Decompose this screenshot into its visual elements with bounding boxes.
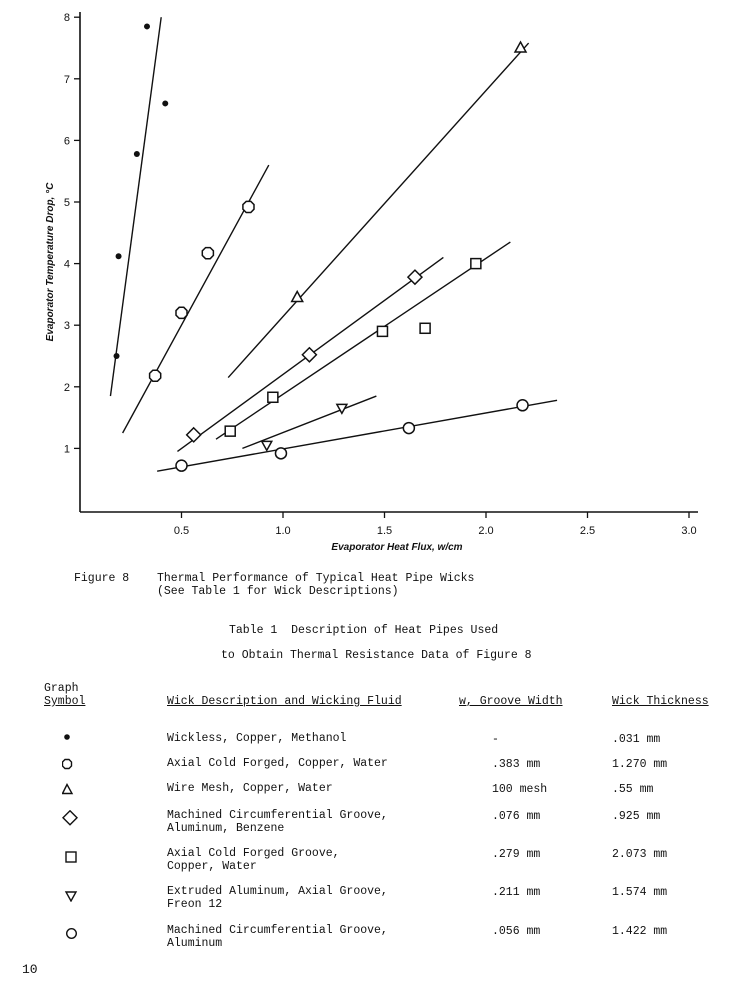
y-tick-label: 4 <box>63 258 70 271</box>
y-axis-label: Evaporator Temperature Drop, °C <box>45 182 56 342</box>
groove-width: .383 mm <box>492 758 541 771</box>
groove-width: 100 mesh <box>492 783 548 796</box>
data-point-circle <box>403 423 414 434</box>
triangle-up-symbol-icon <box>62 783 82 799</box>
groove-width: - <box>492 733 499 746</box>
octagon-symbol-icon <box>62 758 82 774</box>
triangle-down-symbol-icon <box>62 886 82 902</box>
wick-thickness: 1.270 mm <box>612 758 668 771</box>
dot-symbol-icon <box>62 733 82 749</box>
data-point-octagon <box>243 201 254 212</box>
wick-description: Axial Cold Forged Groove, Copper, Water <box>167 847 340 873</box>
square-symbol-icon <box>62 848 82 864</box>
circle-symbol-icon <box>62 925 82 941</box>
y-tick-label: 5 <box>63 197 70 209</box>
wick-description: Wire Mesh, Copper, Water <box>167 782 333 795</box>
header-graph: Graph <box>44 682 79 695</box>
groove-width: .076 mm <box>492 810 541 823</box>
diamond-symbol-icon <box>62 810 82 826</box>
data-point-triangle-down <box>262 441 272 450</box>
table-row <box>0 886 746 916</box>
data-point-octagon <box>176 307 187 318</box>
data-point-dot <box>134 151 140 157</box>
wick-description: Machined Circumferential Groove, Aluminum, Benzene <box>167 809 388 835</box>
wick-description: Extruded Aluminum, Axial Groove, Freon 12 <box>167 885 388 911</box>
table-row <box>0 925 746 955</box>
x-tick-label: 1.0 <box>275 525 291 537</box>
data-point-octagon <box>202 248 213 259</box>
page-number: 10 <box>22 962 38 977</box>
header-description: Wick Description and Wicking Fluid <box>167 695 402 708</box>
data-point-dot <box>144 23 150 29</box>
data-point-circle <box>275 448 286 459</box>
table-title-line-1: Table 1 Description of Heat Pipes Used <box>229 624 499 637</box>
wick-thickness: .031 mm <box>612 733 661 746</box>
wick-thickness: 1.574 mm <box>612 886 668 899</box>
x-tick-label: 1.5 <box>376 525 393 537</box>
data-point-square <box>268 392 278 402</box>
data-point-square <box>377 326 387 336</box>
wick-thickness: .925 mm <box>612 810 661 823</box>
groove-width: .211 mm <box>492 886 541 899</box>
y-tick-label: 8 <box>63 12 70 25</box>
x-tick-label: 2.5 <box>579 525 596 537</box>
wick-thickness: .55 mm <box>612 783 654 796</box>
data-point-octagon <box>150 370 161 381</box>
y-tick-label: 1 <box>63 443 70 456</box>
fit-line <box>157 400 557 471</box>
data-point-dot <box>116 253 122 259</box>
fit-lines <box>110 17 557 471</box>
header-groove-width: w, Groove Width <box>459 695 563 708</box>
table-title-line-2: to Obtain Thermal Resistance Data of Figure 8 <box>221 649 532 662</box>
chart-axes <box>80 12 698 512</box>
wick-thickness: 1.422 mm <box>612 925 668 938</box>
groove-width: .056 mm <box>492 925 541 938</box>
data-point-square <box>225 426 235 436</box>
wick-description: Axial Cold Forged, Copper, Water <box>167 757 388 770</box>
wick-thickness: 2.073 mm <box>612 848 668 861</box>
x-axis-label: Evaporator Heat Flux, w/cm <box>331 542 463 553</box>
data-point-square <box>420 323 430 333</box>
figure-caption: Thermal Performance of Typical Heat Pipe Wicks <box>157 572 475 585</box>
data-point-circle <box>517 400 528 411</box>
figure-label: Figure 8 <box>74 572 130 585</box>
data-point-diamond <box>302 348 316 362</box>
data-point-dot <box>162 100 168 106</box>
axis-ticks <box>64 12 697 537</box>
x-tick-label: 0.5 <box>173 525 190 537</box>
y-tick-label: 6 <box>63 135 70 148</box>
table-row <box>0 848 746 878</box>
data-point-diamond <box>187 428 201 442</box>
header-wick-thickness: Wick Thickness <box>612 695 709 708</box>
y-tick-label: 7 <box>63 73 70 86</box>
data-point-square <box>471 259 481 269</box>
wick-description: Wickless, Copper, Methanol <box>167 732 347 745</box>
table-row <box>0 810 746 840</box>
data-markers <box>114 23 528 471</box>
data-point-circle <box>176 460 187 471</box>
header-symbol: Symbol <box>44 695 86 708</box>
y-tick-label: 2 <box>63 381 70 394</box>
fit-line <box>242 396 376 448</box>
x-tick-label: 2.0 <box>478 525 494 537</box>
data-point-dot <box>114 353 120 359</box>
x-tick-label: 3.0 <box>681 525 697 537</box>
fit-line <box>216 242 510 439</box>
wick-description: Machined Circumferential Groove, Aluminum <box>167 924 388 950</box>
groove-width: .279 mm <box>492 848 541 861</box>
fit-line <box>110 17 161 396</box>
y-tick-label: 3 <box>63 320 70 333</box>
figure-caption-sub: (See Table 1 for Wick Descriptions) <box>157 585 399 598</box>
